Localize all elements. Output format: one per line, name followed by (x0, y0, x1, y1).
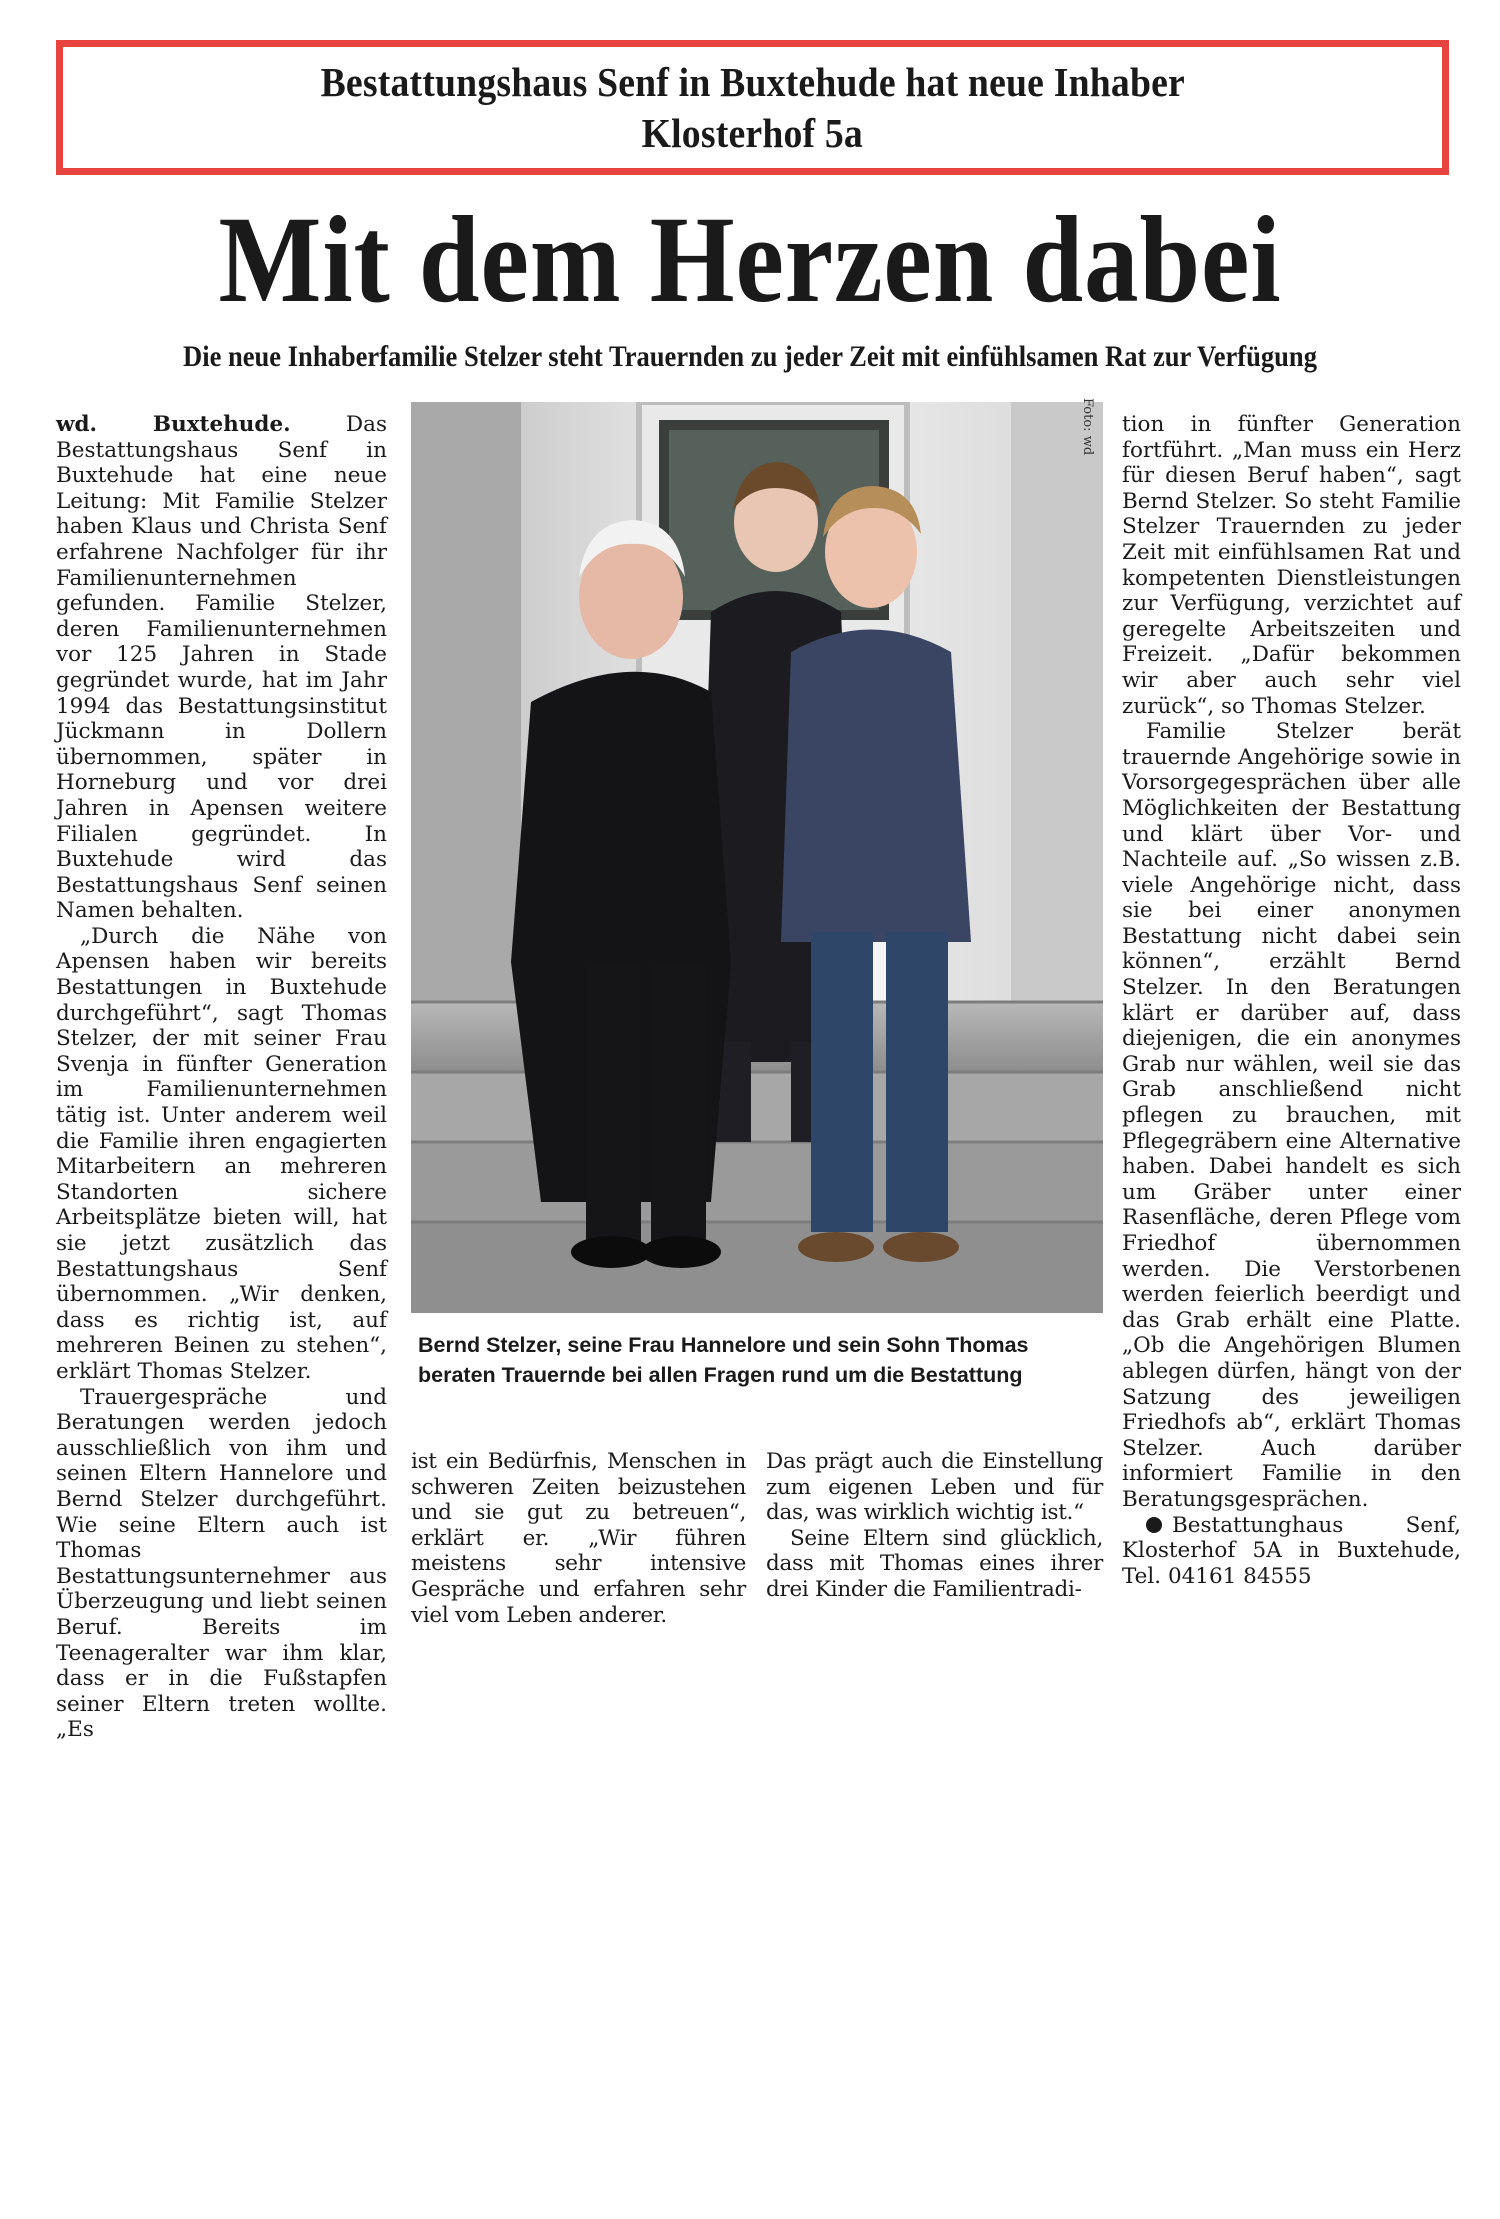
article-column-4 (1122, 412, 1461, 1589)
kicker-box (56, 40, 1449, 175)
kicker-line-1: Bestattungshaus Senf in Buxtehude hat neue Inhaber (320, 58, 1185, 105)
photo-caption: Bernd Stelzer, seine Frau Hannelore und sein Sohn Thomas beraten Trauernde bei allen Fragen rund um die Bestattung (418, 1333, 1029, 1387)
paragraph: tion in fünfter Generation fortführt. „Man muss ein Herz für diesen Beruf haben“, sagt Bernd Stelzer. So steht Familie Stelzer Trauernden zu jeder Zeit mit einfühlsamen Rat und kompetenten Dienstleistungen zur Verfügung, verzichtet auf geregelte Arbeitszeiten und Freizeit. „Dafür bekommen wir aber auch sehr viel zurück“, so Thomas Stelzer. (1122, 412, 1461, 719)
article-column-2 (411, 1449, 746, 1628)
bullet-icon (1146, 1517, 1162, 1533)
paragraph: Seine Eltern sind glücklich, dass mit Thomas eines ihrer drei Kinder die Familientradi- (766, 1525, 1103, 1602)
photo-illustration (411, 402, 1103, 1313)
contact-text: Bestattunghaus Senf, Klosterhof 5A in Buxtehude, Tel. 04161 84555 (1122, 1512, 1461, 1589)
paragraph-lead-text: Das Bestattungshaus Senf in Buxtehude hat eine neue Leitung: Mit Familie Stelzer haben Klaus und Christa Senf erfahrene Nachfolger für ihr Familienunternehmen gefunden. Familie Stelzer, deren Familienunternehmen vor 125 Jahren in Stade gegründet wurde, hat im Jahr 1994 das Bestattungsinstitut Jückmann in Dollern übernommen, später in Horneburg und vor drei Jahren in Apensen weitere Filialen gegründet. In Buxtehude wird das Bestattungshaus Senf seinen Namen behalten. (56, 412, 387, 924)
subheadline: Die neue Inhaberfamilie Stelzer steht Trauernden zu jeder Zeit mit einfühlsamen Rat zur Verfügung (183, 341, 1317, 373)
paragraph: ist ein Bedürfnis, Menschen in schweren Zeiten beizustehen und sie gut zu betreuen“, erklärt er. „Wir führen meistens sehr intensive Gespräche und erfahren sehr viel vom Leben anderer. (411, 1449, 746, 1628)
photo-family-stelzer (411, 402, 1103, 1313)
photo-credit: Foto: wd (1080, 398, 1095, 456)
paragraph-lead (56, 412, 387, 924)
paragraph: Trauergespräche und Beratungen werden jedoch ausschließlich von ihm und seinen Eltern Hannelore und Bernd Stelzer durchgeführt. Wie seine Eltern auch ist Thomas Bestattungsunternehmer aus Überzeugung und liebt seinen Beruf. Bereits im Teenageralter war ihm klar, dass er in die Fußstapfen seiner Eltern treten wollte. „Es (56, 1384, 387, 1743)
paragraph: „Durch die Nähe von Apensen haben wir bereits Bestattungen in Buxtehude durchgeführt“, sagt Thomas Stelzer, der mit seiner Frau Svenja in fünfter Generation im Familienunternehmen tätig ist. Unter anderem weil die Familie ihren engagierten Mitarbeitern an mehreren Standorten sichere Arbeitsplätze bieten will, hat sie jetzt zusätzlich das Bestattungshaus Senf übernommen. „Wir denken, dass es richtig ist, auf mehreren Beinen zu stehen“, erklärt Thomas Stelzer. (56, 923, 387, 1384)
article-column-1 (56, 412, 387, 1743)
contact-line (1122, 1513, 1461, 1590)
paragraph: Familie Stelzer berät trauernde Angehörige sowie in Vorsorgegesprächen über alle Möglichkeiten der Bestattung und klärt über Vor- und Nachteile auf. „So wissen z.B. viele Angehörige nicht, dass sie bei einer anonymen Bestattung nicht dabei sein können“, erzählt Bernd Stelzer. In den Beratungen klärt er darüber auf, dass diejenigen, die ein anonymes Grab nur wählen, weil sie das Grab anschließend nicht pflegen zu brauchen, mit Pflegegräbern eine Alternative haben. Dabei handelt es sich um Gräber unter einer Rasenfläche, deren Pflege vom Friedhof übernommen werden. Die Verstorbenen werden feierlich beerdigt und das Grab erhält eine Platte. „Ob die Angehörigen Blumen ablegen dürfen, hängt von der Satzung des jeweiligen Friedhofs ab“, erklärt Thomas Stelzer. Auch darüber informiert Familie in den Beratungsgesprächen. (1122, 719, 1461, 1512)
headline: Mit dem Herzen dabei (218, 191, 1282, 328)
kicker-line-2: Klosterhof 5a (641, 109, 864, 156)
paragraph: Das prägt auch die Einstellung zum eigenen Leben und für das, was wirklich wichtig ist.“ (766, 1449, 1103, 1526)
dateline: wd. Buxtehude. (56, 412, 291, 437)
article-column-3 (766, 1449, 1103, 1603)
